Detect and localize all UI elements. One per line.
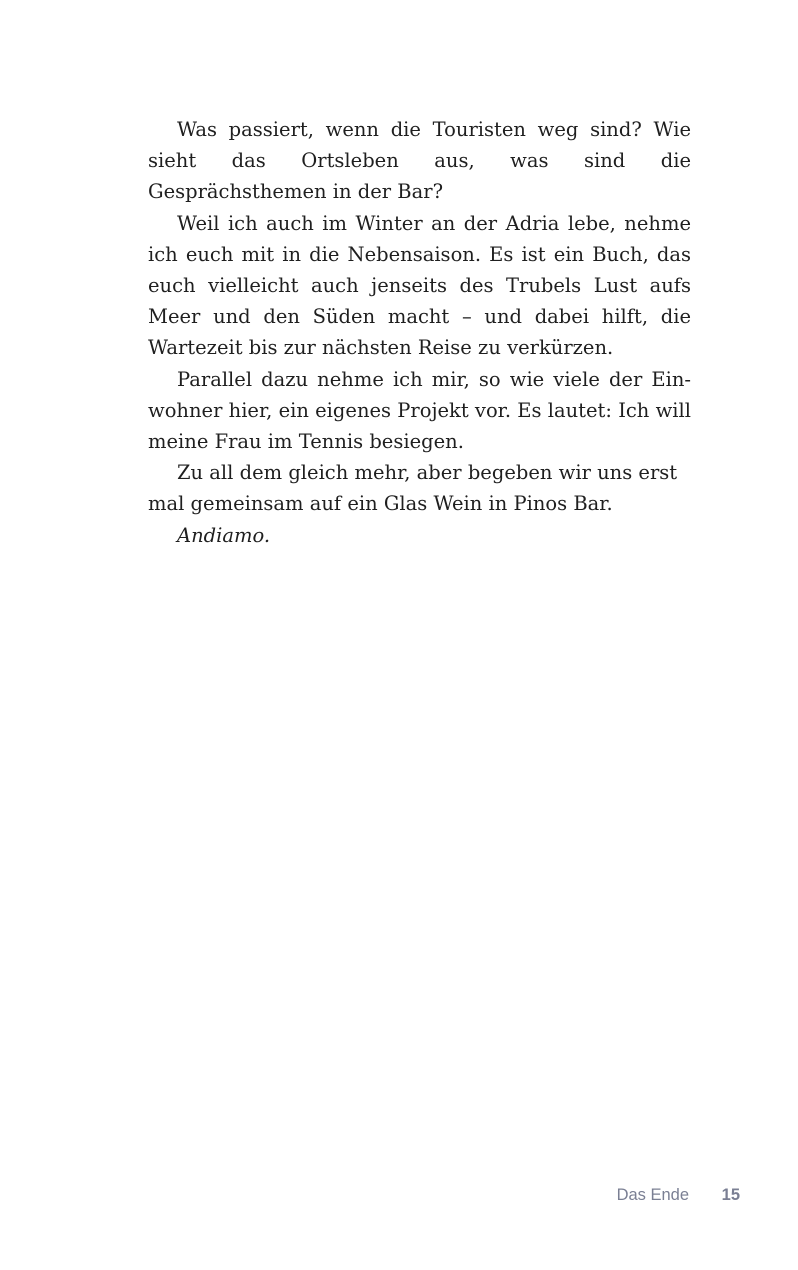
page-footer bbox=[617, 1186, 740, 1205]
paragraph-tennis-project: Parallel dazu nehme ich mir, so wie viele der Ein-wohner hier, ein eigenes Projekt vor. Es lautet: Ich will meine Frau im Tennis besiegen. bbox=[148, 367, 691, 454]
paragraph-intro-question: Was passiert, wenn die Touristen weg sind? Wie sieht das Ortsleben aus, was sind die Gesprächsthemen in der Bar? bbox=[148, 118, 691, 204]
body-text bbox=[148, 114, 691, 551]
paragraph-off-season: Weil ich auch im Winter an der Adria lebe, nehme ich euch mit in die Nebensaison. Es ist ein Buch, das euch vielleicht auch jenseits des Trubels Lust aufs Meer und den Süden macht – und dabei hilft, die Wartezeit bis zur nächsten Reise zu verkürzen. bbox=[148, 211, 691, 360]
running-footer-title: Das Ende bbox=[616, 1186, 690, 1204]
paragraph-andiamo: Andiamo. bbox=[177, 523, 271, 547]
page-number: 15 bbox=[721, 1186, 740, 1204]
paragraph-pinos-bar: Zu all dem gleich mehr, aber begeben wir uns erst mal gemeinsam auf ein Glas Wein in Pinos Bar. bbox=[148, 461, 678, 516]
